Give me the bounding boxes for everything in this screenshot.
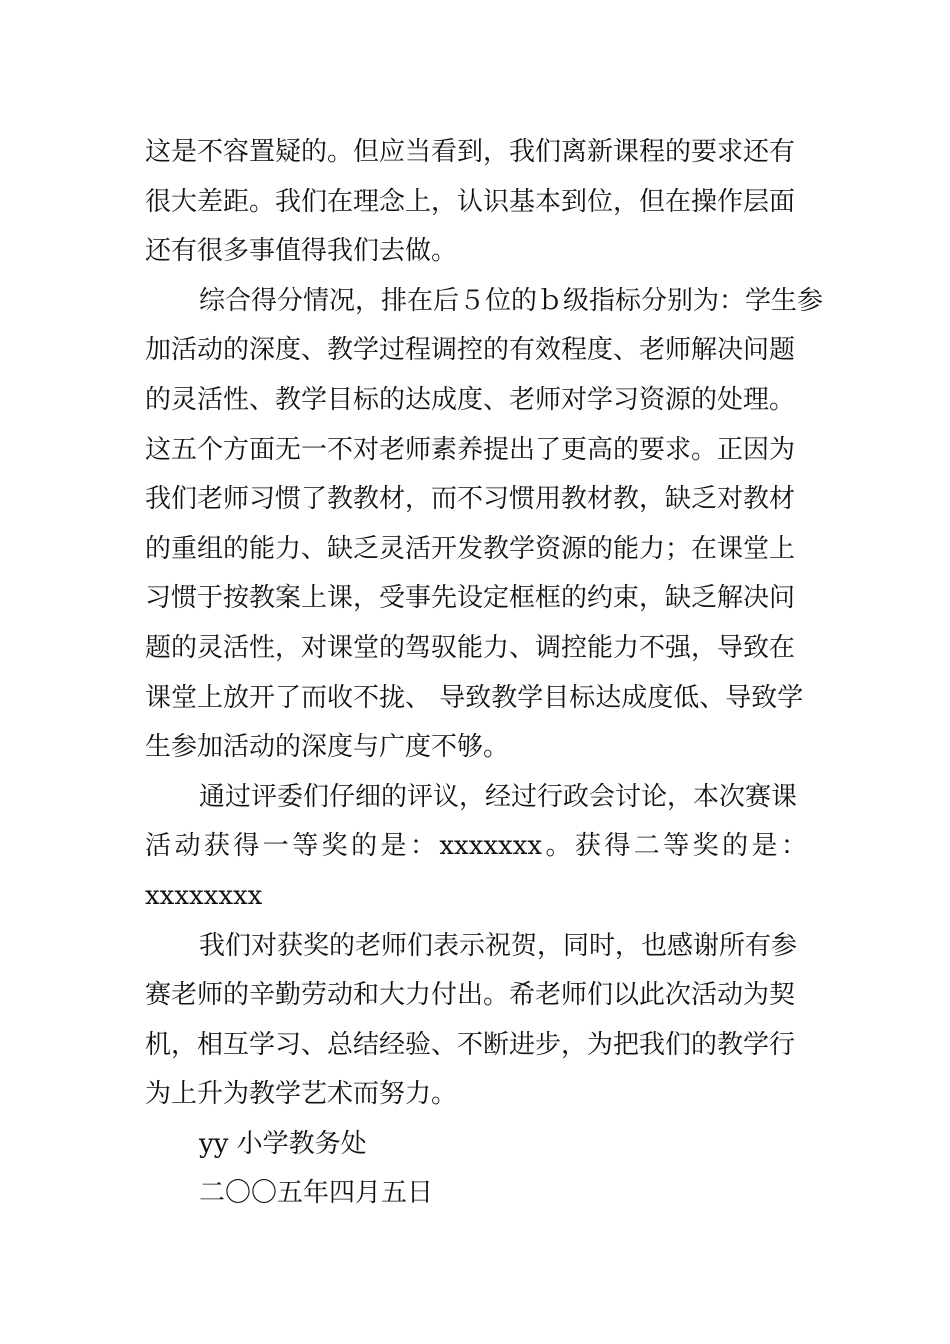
text-char: 奖 xyxy=(692,831,719,862)
text-char: ： xyxy=(409,831,436,862)
text-line: 的灵活性、教学目标的达成度、老师对学习资源的处理。 xyxy=(145,384,796,415)
text-line: 我们老师习惯了教教材，而不习惯用教材教，缺乏对教材 xyxy=(145,484,796,515)
text-char: 是 xyxy=(751,831,778,862)
text-char: ： xyxy=(780,831,807,862)
award-line xyxy=(145,822,807,872)
paragraph-2 xyxy=(145,277,824,773)
text-char: 奖 xyxy=(321,831,348,862)
text-char: 得 xyxy=(233,831,260,862)
text-char: 二 xyxy=(633,831,660,862)
paragraph-4 xyxy=(145,922,807,1120)
text-char: 活 xyxy=(145,831,172,862)
text-line: 综合得分情况，排在后５位的ｂ级指标分别为：学生参 xyxy=(199,285,824,316)
text-line: 很大差距。我们在理念上，认识基本到位，但在操作层面 xyxy=(145,186,796,217)
text-line: 通过评委们仔细的评议，经过行政会讨论，本次赛课 xyxy=(199,781,798,812)
text-char: 的 xyxy=(351,831,378,862)
paragraph-3 xyxy=(145,773,807,922)
paragraph-1 xyxy=(145,128,807,277)
text-line: 课堂上放开了而收不拢、 导致教学目标达成度低、导致学 xyxy=(145,682,804,713)
text-line: 我们对获奖的老师们表示祝贺，同时，也感谢所有参 xyxy=(199,930,798,961)
text-char: 一 xyxy=(262,831,289,862)
text-line: 的重组的能力、缺乏灵活开发教学资源的能力；在课堂上 xyxy=(145,533,796,564)
text-char: 得 xyxy=(604,831,631,862)
text-char: 。 xyxy=(545,831,572,862)
signature-org: yy 小学教务处 xyxy=(199,1128,367,1159)
text-line: 机，相互学习、总结经验、不断进步，为把我们的教学行 xyxy=(145,1029,796,1060)
first-prize-winner: xxxxxxx xyxy=(439,831,543,862)
text-char: 是 xyxy=(380,831,407,862)
text-line: 赛老师的辛勤劳动和大力付出。希老师们以此次活动为契 xyxy=(145,980,796,1011)
signature-date: 二〇〇五年四月五日 xyxy=(199,1178,434,1209)
text-line: 还有很多事值得我们去做。 xyxy=(145,236,458,267)
document-body xyxy=(145,128,824,1219)
text-char: 获 xyxy=(574,831,601,862)
text-line: 这五个方面无一不对老师素养提出了更高的要求。正因为 xyxy=(145,434,796,465)
text-char: 等 xyxy=(292,831,319,862)
second-prize-winner: xxxxxxxx xyxy=(145,880,263,911)
text-line: 生参加活动的深度与广度不够。 xyxy=(145,732,510,763)
text-line: 为上升为教学艺术而努力。 xyxy=(145,1079,458,1110)
text-line: 加活动的深度、教学过程调控的有效程度、老师解决问题 xyxy=(145,335,796,366)
text-char: 动 xyxy=(174,831,201,862)
text-char: 等 xyxy=(663,831,690,862)
text-line: 题的灵活性，对课堂的驾驭能力、调控能力不强，导致在 xyxy=(145,632,796,663)
text-char: 获 xyxy=(203,831,230,862)
text-char: 的 xyxy=(722,831,749,862)
text-line: 这是不容置疑的。但应当看到，我们离新课程的要求还有 xyxy=(145,137,796,167)
text-line: 习惯于按教案上课，受事先设定框框的约束，缺乏解决问 xyxy=(145,583,796,614)
